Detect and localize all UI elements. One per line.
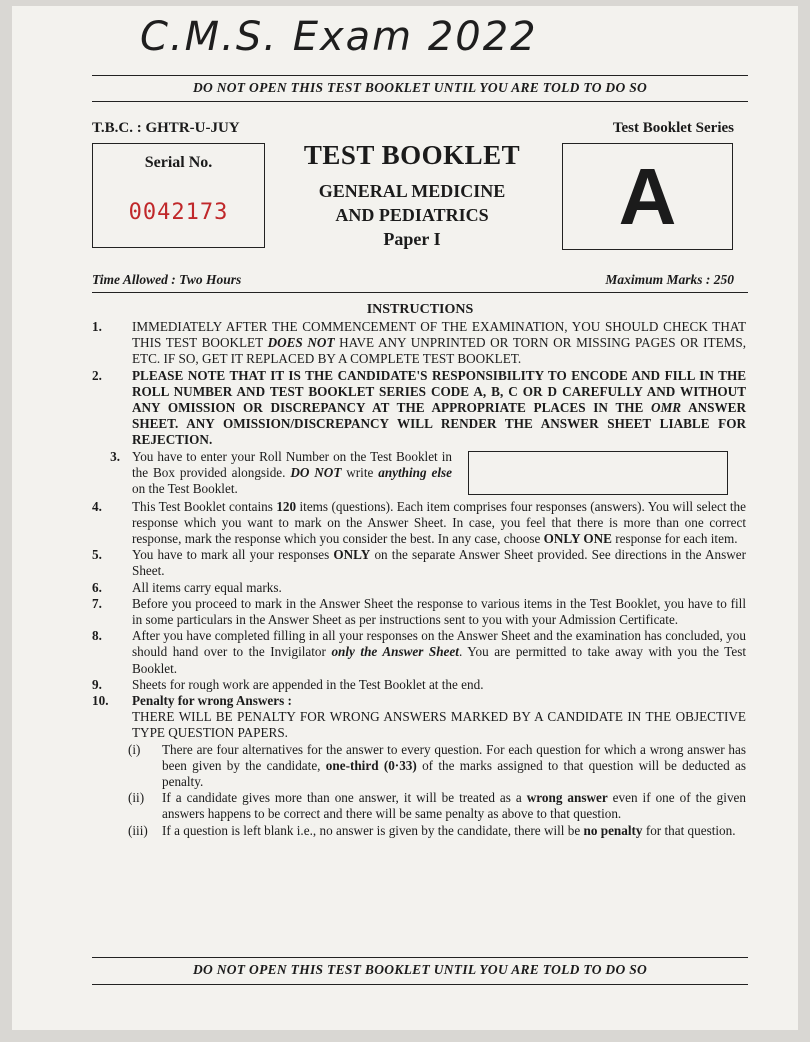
item-number: 9. — [92, 676, 102, 692]
item-text: Before you proceed to mark in the Answer Sheet the response to various items in the Test Booklet, you have to fill in some particulars in the Answer Sheet as per instructions sent to you with your Admission Certificate. — [132, 595, 746, 628]
roll-number-box[interactable] — [468, 451, 728, 495]
series-box — [562, 143, 733, 250]
item-text: items (questions). Each item comprises four responses (answers). You will select the response which you want to mark on the Answer Sheet. In case, you feel that there is more than one correct response, mark the response which you consider the best. In any case, choose — [132, 498, 746, 547]
item-text: There are four alternatives for the answer to every question. For each question for which a wrong answer has been given by the candidate, — [162, 741, 746, 773]
subitem-number: (iii) — [128, 822, 148, 838]
item-text: IMMEDIATELY AFTER THE COMMENCEMENT OF THE EXAMINATION, YOU SHOULD CHECK THAT THIS TEST BOOKLET — [132, 319, 746, 351]
instruction-4 — [92, 499, 746, 548]
instruction-7 — [92, 596, 746, 628]
item-text: This Test Booklet contains — [132, 498, 277, 514]
item-text: on the separate Answer Sheet provided. See directions in the Answer Sheet. — [132, 547, 746, 579]
subitem-number: (i) — [128, 741, 141, 757]
item-text: THERE WILL BE PENALTY FOR WRONG ANSWERS MARKED BY A CANDIDATE IN THE OBJECTIVE TYPE QUESTION PAPERS. — [132, 709, 746, 741]
item-emphasis: one-third (0·33) — [325, 757, 417, 773]
item-number: 7. — [92, 595, 102, 611]
item-text: response for each item. — [611, 531, 738, 547]
serial-box — [92, 143, 265, 248]
item-text: on the Test Booklet. — [132, 481, 238, 497]
item-text-block — [132, 449, 452, 498]
item-text: HAVE ANY UNPRINTED OR TORN OR MISSING PAGES OR ITEMS, ETC. IF SO, GET IT REPLACED BY A COMPLETE TEST BOOKLET. — [132, 335, 747, 367]
serial-number: 0042173 — [128, 200, 229, 225]
instruction-2 — [92, 368, 746, 449]
item-emphasis: ONLY ONE — [543, 531, 612, 547]
instruction-3 — [92, 449, 746, 499]
instruction-9 — [92, 677, 746, 693]
penalty-rule-2 — [92, 790, 746, 822]
item-text: Sheets for rough work are appended in the Test Booklet at the end. — [132, 676, 484, 692]
instruction-5 — [92, 547, 746, 579]
instructions-list — [92, 319, 746, 839]
item-number: 1. — [92, 319, 102, 334]
item-text: for that question. — [642, 822, 736, 838]
top-banner: DO NOT OPEN THIS TEST BOOKLET UNTIL YOU ARE TOLD TO DO SO — [192, 80, 648, 95]
serial-label: Serial No. — [144, 154, 213, 171]
item-number: 2. — [92, 367, 102, 383]
instructions-heading: INSTRUCTIONS — [366, 302, 474, 317]
subject-line-1: GENERAL MEDICINE — [318, 181, 506, 201]
bottom-banner: DO NOT OPEN THIS TEST BOOKLET UNTIL YOU ARE TOLD TO DO SO — [192, 962, 648, 977]
booklet-page — [12, 6, 798, 1030]
penalty-rule-1 — [92, 742, 746, 791]
item-number: 4. — [92, 498, 102, 514]
item-number: 5. — [92, 547, 102, 563]
instruction-8 — [92, 628, 746, 677]
item-emphasis: no penalty — [583, 822, 643, 838]
penalty-heading: Penalty for wrong Answers : — [132, 693, 292, 709]
tbc-code: T.B.C. : GHTR-U-JUY — [92, 120, 240, 136]
bottom-rule — [92, 957, 748, 958]
item-text: All items carry equal marks. — [132, 579, 282, 595]
time-allowed: Time Allowed : Two Hours — [92, 272, 242, 287]
paper-number: Paper I — [383, 229, 441, 249]
top-rule — [92, 75, 748, 76]
item-text: . You are permitted to take away with you the Test Booklet. — [132, 644, 746, 676]
top-rule-lower — [92, 101, 748, 102]
item-number: 8. — [92, 628, 102, 644]
instruction-1 — [92, 319, 746, 368]
handwritten-title: C.M.S. Exam 2022 — [140, 14, 538, 60]
header-rule — [92, 292, 748, 293]
maximum-marks: Maximum Marks : 250 — [605, 272, 734, 287]
item-emphasis: wrong answer — [526, 790, 608, 806]
item-text: You have to enter your Roll Number on the Test Booklet in the Box provided alongside. — [132, 448, 452, 480]
instruction-10 — [92, 693, 746, 742]
item-emphasis: ONLY — [333, 547, 371, 563]
item-text: You have to mark all your responses — [132, 547, 334, 563]
bottom-rule-lower — [92, 984, 748, 985]
item-number: 10. — [92, 693, 109, 709]
subject-line-2: AND PEDIATRICS — [335, 205, 489, 225]
penalty-rule-3 — [92, 823, 746, 839]
item-emphasis: DOES NOT — [267, 335, 335, 351]
instruction-6 — [92, 580, 746, 596]
item-number: 6. — [92, 579, 102, 595]
item-text: After you have completed filling in all your responses on the Answer Sheet and the examination has concluded, you should hand over to the Invigilator — [132, 628, 746, 660]
item-emphasis: OMR — [651, 400, 682, 416]
item-text: If a question is left blank i.e., no answer is given by the candidate, there will be — [162, 822, 584, 838]
item-emphasis: DO NOT — [290, 464, 342, 480]
item-text: ANSWER SHEET. ANY OMISSION/DISCREPANCY WILL RENDER THE ANSWER SHEET LIABLE FOR REJECTION. — [132, 400, 746, 448]
item-text: of the marks assigned to that question will be deducted as penalty. — [162, 757, 747, 790]
item-text: If a candidate gives more than one answer, it will be treated as a — [162, 790, 527, 806]
item-text: PLEASE NOTE THAT IT IS THE CANDIDATE'S RESPONSIBILITY TO ENCODE AND FILL IN THE ROLL NUMBER AND TEST BOOKLET SERIES CODE A, B, C OR D CAREFULLY AND WITHOUT ANY OMISSION OR DISCREPANCY AT THE APPROPRIATE PLACES IN THE — [132, 367, 746, 416]
item-text: even if one of the given answers happens to be correct and there will be same penalty as above to that question. — [162, 790, 746, 822]
item-emphasis: anything else — [378, 464, 452, 480]
series-label: Test Booklet Series — [612, 120, 734, 136]
item-emphasis: only the Answer Sheet — [331, 644, 459, 660]
item-text: write — [341, 464, 379, 480]
series-letter: A — [618, 152, 677, 241]
item-emphasis: 120 — [276, 498, 297, 514]
booklet-title: TEST BOOKLET — [303, 140, 521, 170]
item-number: 3. — [110, 448, 120, 464]
subitem-number: (ii) — [128, 790, 145, 806]
